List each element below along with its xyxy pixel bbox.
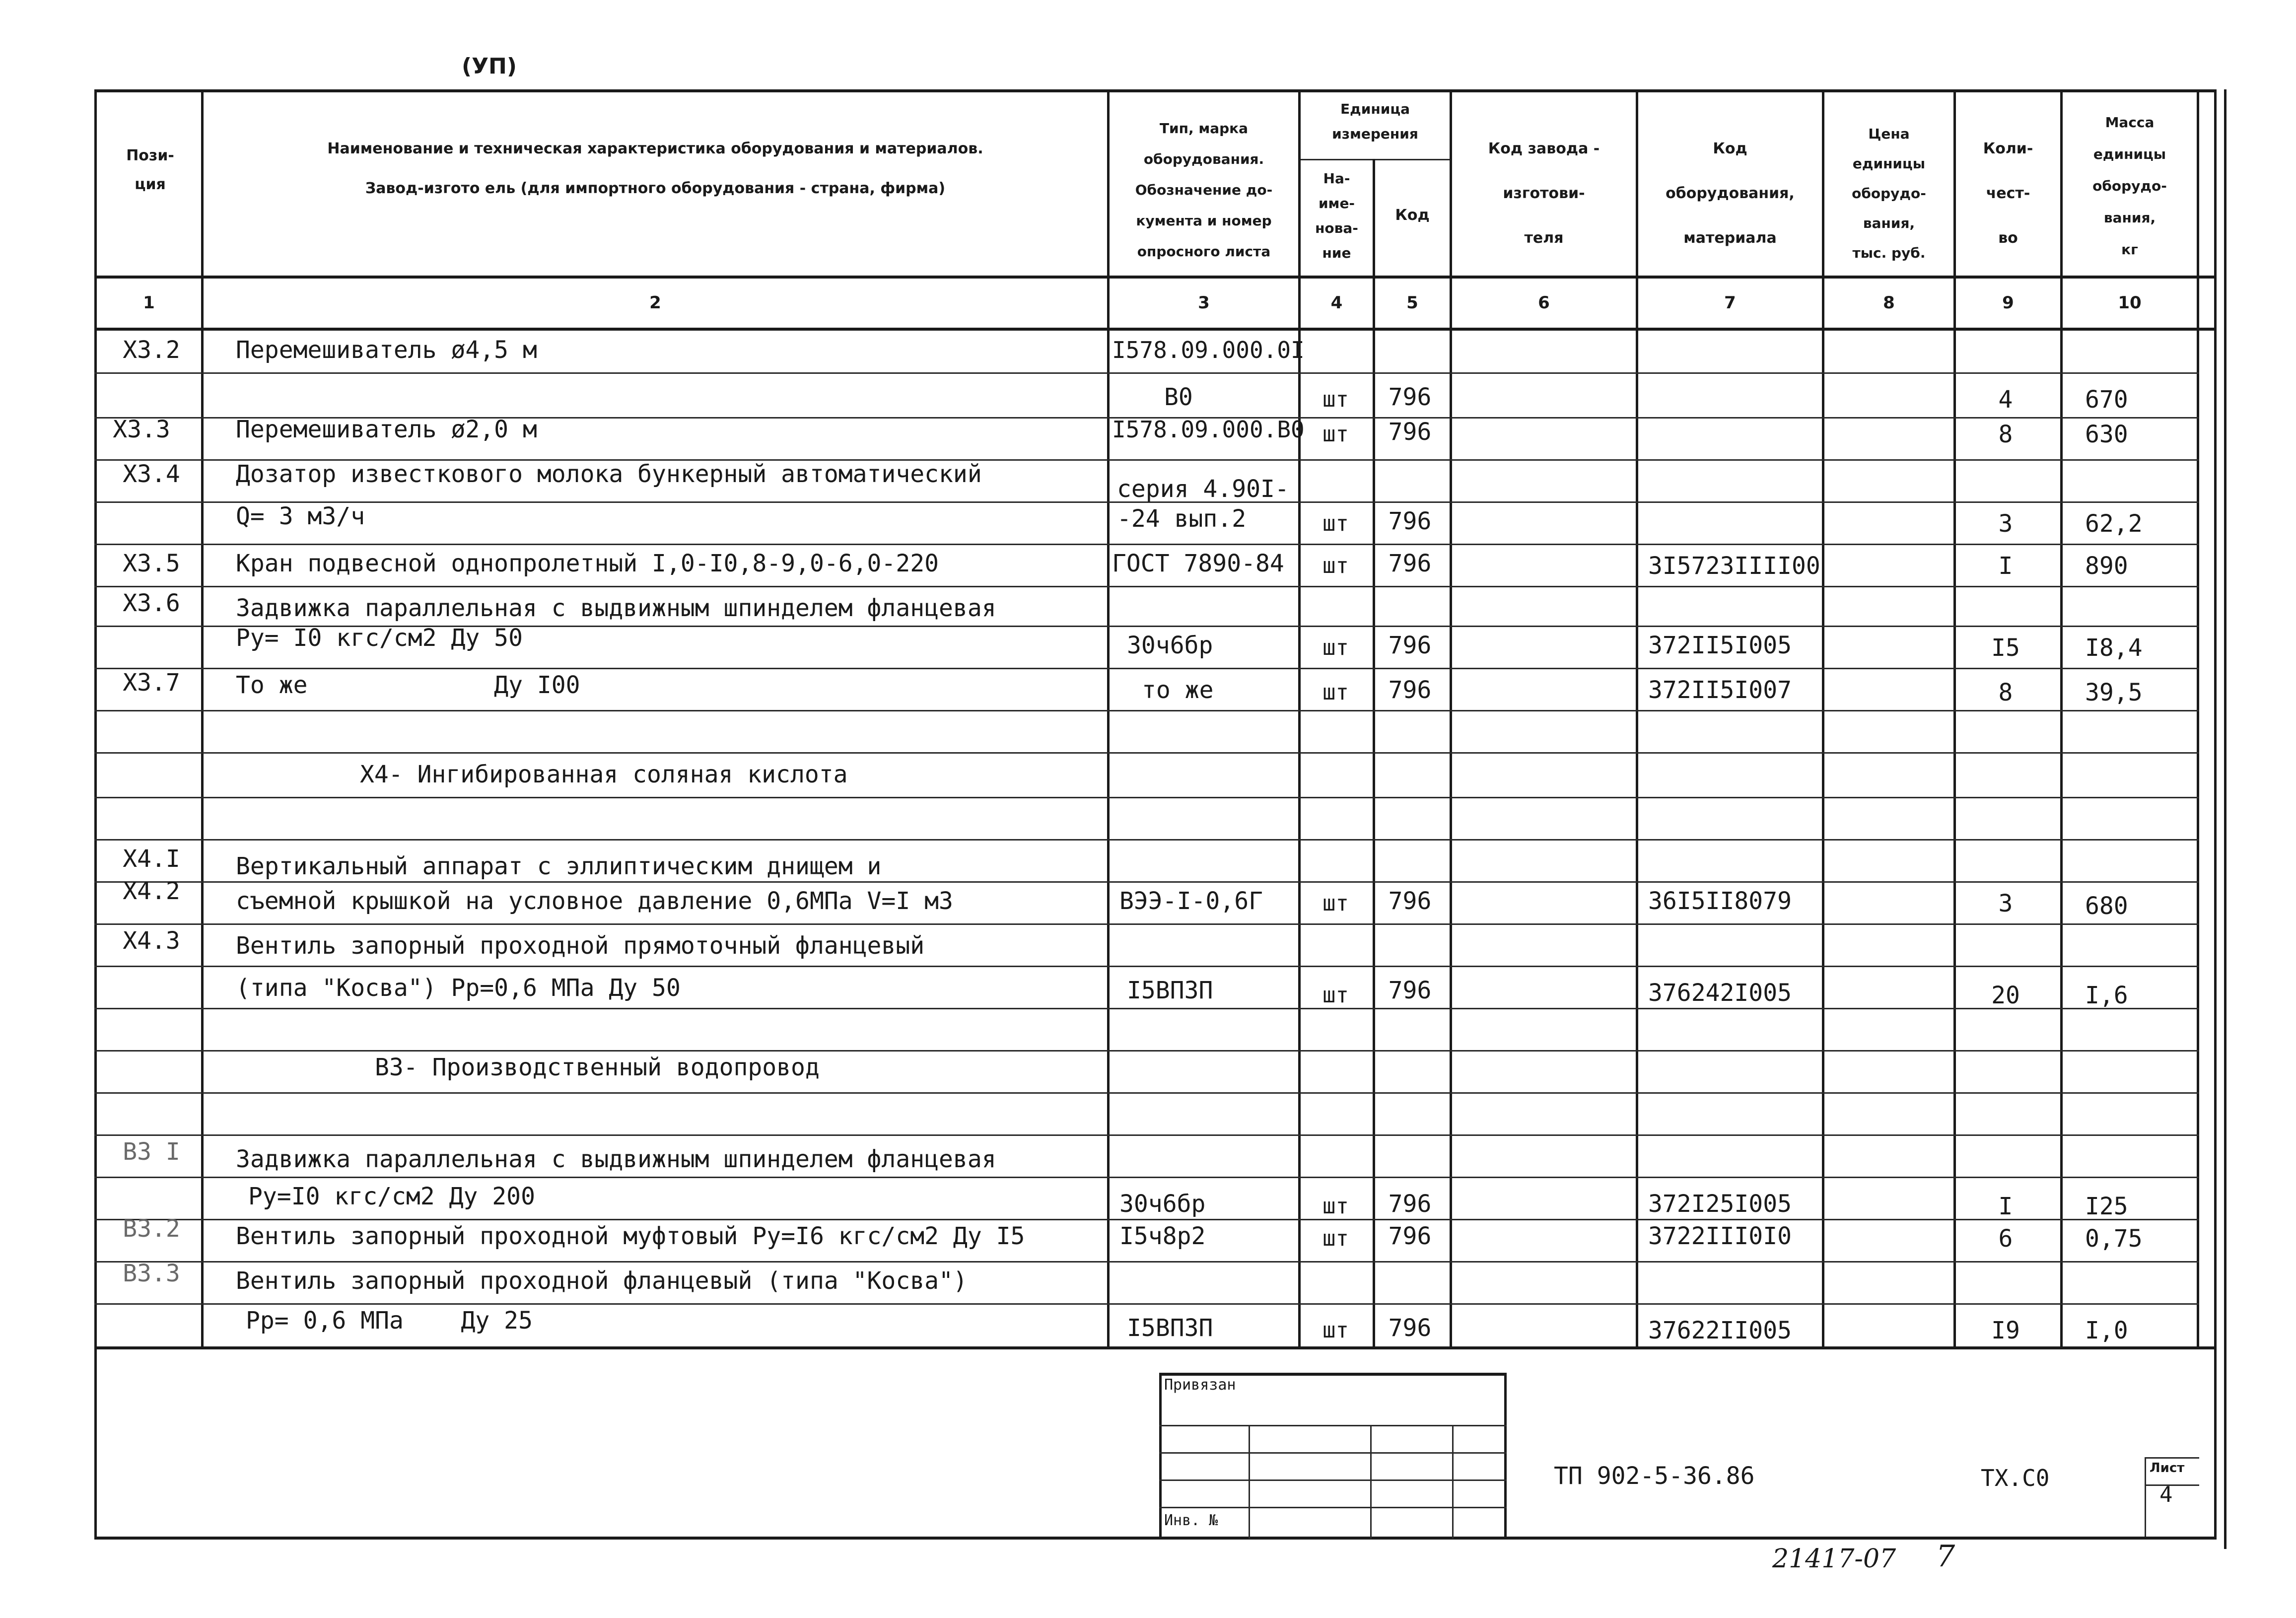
row-unit-code: 796 [1388, 383, 1432, 411]
row-mass: 890 [2085, 552, 2128, 580]
row-unit-code: 796 [1388, 676, 1432, 704]
row-type: серия 4.90I- [1117, 475, 1289, 503]
row-quantity: 6 [1998, 1225, 2013, 1253]
header-col4: На- име- нова- ние [1315, 170, 1358, 261]
row-position: X3.3 [113, 416, 170, 443]
row-name: Перемешиватель ø4,5 м [236, 336, 537, 364]
row-line [94, 1303, 2199, 1305]
column-number: 5 [1406, 293, 1418, 313]
row-line [94, 586, 2199, 587]
row-type: ВЭЭ-I-0,6Г [1119, 887, 1263, 915]
row-quantity: I [1998, 1193, 2013, 1220]
stamp-line [1159, 1452, 1507, 1454]
column-number: 8 [1883, 293, 1895, 313]
row-unit: шт [1322, 1318, 1349, 1343]
list-box-left [2145, 1457, 2146, 1537]
row-quantity: I5 [1991, 634, 2020, 662]
row-position: X3.5 [123, 550, 180, 577]
row-line [94, 544, 2199, 545]
header-col2: Наименование и техническая характеристика оборудования и материалов. Завод-изгото ель (для импортного оборудования - страна, фирма) [327, 140, 983, 197]
row-unit: шт [1322, 511, 1349, 536]
row-type: I5ВП3П [1127, 1314, 1213, 1342]
row-unit: шт [1322, 1194, 1349, 1219]
stamp-left [1159, 1373, 1162, 1539]
row-mass: 39,5 [2085, 679, 2143, 706]
col-divider-9 [2060, 89, 2063, 1348]
column-number: 7 [1724, 293, 1736, 313]
frame-right-outer [2224, 89, 2226, 1549]
section-heading: В3- Производственный водопровод [375, 1054, 820, 1081]
row-material-code: 372I25I005 [1648, 1190, 1792, 1218]
row-type: I5ч8р2 [1119, 1222, 1206, 1250]
row-mass: 670 [2085, 386, 2128, 414]
row-line [94, 1050, 2199, 1052]
header-separator [94, 276, 2217, 279]
row-position: X4.3 [123, 927, 180, 955]
row-name: Рр= 0,6 МПа Ду 25 [246, 1307, 533, 1335]
row-name: (типа "Косва") Рр=0,6 МПа Ду 50 [236, 974, 681, 1002]
row-name: Вентиль запорный проходной муфтовый Ру=I6 кгс/см2 Ду I5 [236, 1222, 1025, 1250]
frame-right [2214, 89, 2217, 1539]
row-material-code: 372II5I007 [1648, 676, 1792, 704]
row-unit: шт [1322, 422, 1349, 447]
row-position: В3 I [123, 1138, 180, 1166]
column-number: 1 [143, 293, 155, 313]
row-material-code: 36I5II8079 [1648, 887, 1792, 915]
row-name: Перемешиватель ø2,0 м [236, 416, 537, 443]
row-quantity: 3 [1998, 890, 2013, 917]
header-col9: Коли- чест- во [1983, 140, 2033, 247]
row-unit-code: 796 [1388, 1222, 1432, 1250]
row-quantity: I [1998, 552, 2013, 580]
row-type: В0 [1164, 383, 1193, 411]
row-position: X4.2 [123, 877, 180, 905]
row-line [94, 966, 2199, 967]
col-divider-1 [201, 89, 204, 1348]
row-type: ГОСТ 7890-84 [1112, 550, 1284, 577]
row-unit: шт [1322, 891, 1349, 916]
row-name: Задвижка параллельная с выдвижным шпинделем фланцевая [236, 1145, 996, 1173]
row-line [94, 372, 2199, 374]
row-line [94, 1008, 2199, 1009]
row-mass: I,6 [2085, 982, 2128, 1009]
sheet-code: ТХ.С0 [1981, 1465, 2050, 1491]
list-label: Лист [2150, 1461, 2185, 1476]
row-material-code: 372II5I005 [1648, 632, 1792, 659]
row-line [94, 839, 2199, 841]
col-divider-5 [1450, 89, 1452, 1348]
row-unit-code: 796 [1388, 1314, 1432, 1342]
column-number: 2 [649, 293, 661, 313]
row-unit: шт [1322, 1226, 1349, 1251]
row-unit: шт [1322, 680, 1349, 705]
list-number: 4 [2159, 1482, 2173, 1507]
row-position: X3.4 [123, 460, 180, 488]
stamp-top [1159, 1373, 1507, 1376]
row-position: В3.2 [123, 1215, 180, 1243]
row-name: То же Ду I00 [236, 671, 580, 699]
row-quantity: 8 [1998, 421, 2013, 448]
col-divider-2 [1107, 89, 1110, 1348]
stamp-line [1159, 1507, 1507, 1508]
header-col5: Код [1395, 207, 1430, 224]
column-number: 9 [2002, 293, 2014, 313]
row-mass: 0,75 [2085, 1225, 2143, 1253]
row-line [94, 668, 2199, 669]
footer-page-number: 7 [1936, 1539, 1955, 1574]
header-col7: Код оборудования, материала [1666, 140, 1795, 247]
row-name: Вентиль запорный проходной фланцевый (типа "Косва") [236, 1267, 968, 1295]
row-unit: шт [1322, 983, 1349, 1008]
row-type: I578.09.000.В0 [1112, 416, 1305, 443]
row-type: I5ВП3П [1127, 977, 1213, 1004]
stamp-col [1370, 1425, 1372, 1539]
row-mass: 680 [2085, 892, 2128, 920]
row-name: Кран подвесной однопролетный I,0-I0,8-9,0-6,0-220 [236, 550, 939, 577]
section-heading: X4- Ингибированная соляная кислота [360, 761, 848, 788]
column-number: 4 [1330, 293, 1343, 313]
stamp-col [1452, 1425, 1454, 1539]
row-unit-code: 796 [1388, 507, 1432, 535]
column-number: 6 [1538, 293, 1550, 313]
row-name: Вентиль запорный проходной прямоточный фланцевый [236, 932, 925, 960]
row-mass: I25 [2085, 1193, 2128, 1220]
column-number: 10 [2118, 293, 2142, 313]
header-col10: Масса единицы оборудо- вания, кг [2092, 114, 2167, 258]
header-col1: Пози- ция [126, 147, 174, 193]
row-name: Q= 3 м3/ч [236, 502, 365, 530]
column-number: 3 [1198, 293, 1210, 313]
document-code: ТП 902-5-36.86 [1554, 1462, 1755, 1490]
row-unit-code: 796 [1388, 550, 1432, 577]
row-type: I578.09.000.0I [1112, 337, 1305, 363]
row-line [94, 1177, 2199, 1178]
row-name: Ру= I0 кгс/см2 Ду 50 [236, 624, 523, 652]
row-unit-code: 796 [1388, 977, 1432, 1004]
row-mass: 630 [2085, 421, 2128, 448]
row-name: Задвижка параллельная с выдвижным шпинделем фланцевая [236, 594, 996, 622]
row-quantity: I9 [1991, 1317, 2020, 1344]
row-mass: I,0 [2085, 1317, 2128, 1344]
row-position: X3.2 [123, 336, 180, 364]
row-line [94, 881, 2199, 883]
frame-top [94, 89, 2217, 92]
row-name: Вертикальный аппарат с эллиптическим днищем и [236, 852, 882, 880]
row-line [94, 752, 2199, 754]
row-type: то же [1142, 676, 1214, 704]
row-quantity: 4 [1998, 386, 2013, 414]
stamp-line [1159, 1425, 1507, 1426]
col-divider-8 [1953, 89, 1956, 1348]
header-col3: Тип, марка оборудования. Обозначение до- кумента и номер опросного листа [1135, 120, 1273, 260]
row-position: X3.6 [123, 589, 180, 617]
row-line [94, 1261, 2199, 1263]
row-position: X4.I [123, 845, 180, 873]
row-quantity: 8 [1998, 679, 2013, 706]
row-mass: I8,4 [2085, 634, 2143, 662]
row-material-code: 3I5723IIII00 [1648, 552, 1820, 580]
row-name: Ру=I0 кгс/см2 Ду 200 [248, 1183, 535, 1210]
col-divider-6 [1636, 89, 1638, 1348]
row-position: В3.3 [123, 1260, 180, 1287]
header-col6: Код завода - изготови- теля [1488, 140, 1600, 247]
colnum-separator [94, 328, 2217, 331]
row-line [94, 797, 2199, 798]
row-unit-code: 796 [1388, 418, 1432, 446]
row-unit: шт [1322, 387, 1349, 412]
table-bottom [94, 1346, 2217, 1349]
row-type: 30ч6бр [1127, 632, 1213, 659]
row-material-code: 376242I005 [1648, 979, 1792, 1007]
col-divider-10 [2197, 89, 2199, 1348]
row-type: 30ч6бр [1119, 1190, 1206, 1218]
row-material-code: 3722III0I0 [1648, 1222, 1792, 1250]
sheet-mark: (УП) [462, 54, 517, 79]
row-quantity: 3 [1998, 510, 2013, 538]
list-box-top [2145, 1457, 2199, 1459]
row-line [94, 710, 2199, 711]
row-line [94, 1134, 2199, 1136]
header-unit-group: Единица измерения [1332, 101, 1418, 142]
header-col8: Цена единицы оборудо- вания, тыс. руб. [1852, 126, 1926, 261]
row-name: Дозатор известкового молока бункерный автоматический [236, 460, 982, 488]
row-line [94, 1092, 2199, 1094]
row-unit-code: 796 [1388, 632, 1432, 659]
frame-bottom [94, 1537, 2217, 1540]
col-divider-3 [1298, 89, 1301, 1348]
row-unit: шт [1322, 553, 1349, 578]
row-unit: шт [1322, 635, 1349, 660]
stamp-line [1159, 1479, 1507, 1481]
stamp-attached-label: Привязан [1164, 1376, 1236, 1394]
row-line [94, 1219, 2199, 1220]
row-line [94, 923, 2199, 925]
stamp-col [1249, 1425, 1250, 1539]
row-mass: 62,2 [2085, 510, 2143, 538]
row-material-code: 37622II005 [1648, 1317, 1792, 1344]
stamp-inventory-label: Инв. № [1164, 1512, 1218, 1529]
row-unit-code: 796 [1388, 1190, 1432, 1218]
footer-stamp-number: 21417-07 [1772, 1544, 1896, 1574]
row-unit-code: 796 [1388, 887, 1432, 915]
row-type: -24 вып.2 [1117, 505, 1247, 533]
col-divider-7 [1822, 89, 1824, 1348]
row-quantity: 20 [1991, 982, 2020, 1009]
stamp-right [1504, 1373, 1507, 1539]
row-name: съемной крышкой на условное давление 0,6МПа V=I м3 [236, 887, 953, 915]
row-position: X3.7 [123, 669, 180, 697]
